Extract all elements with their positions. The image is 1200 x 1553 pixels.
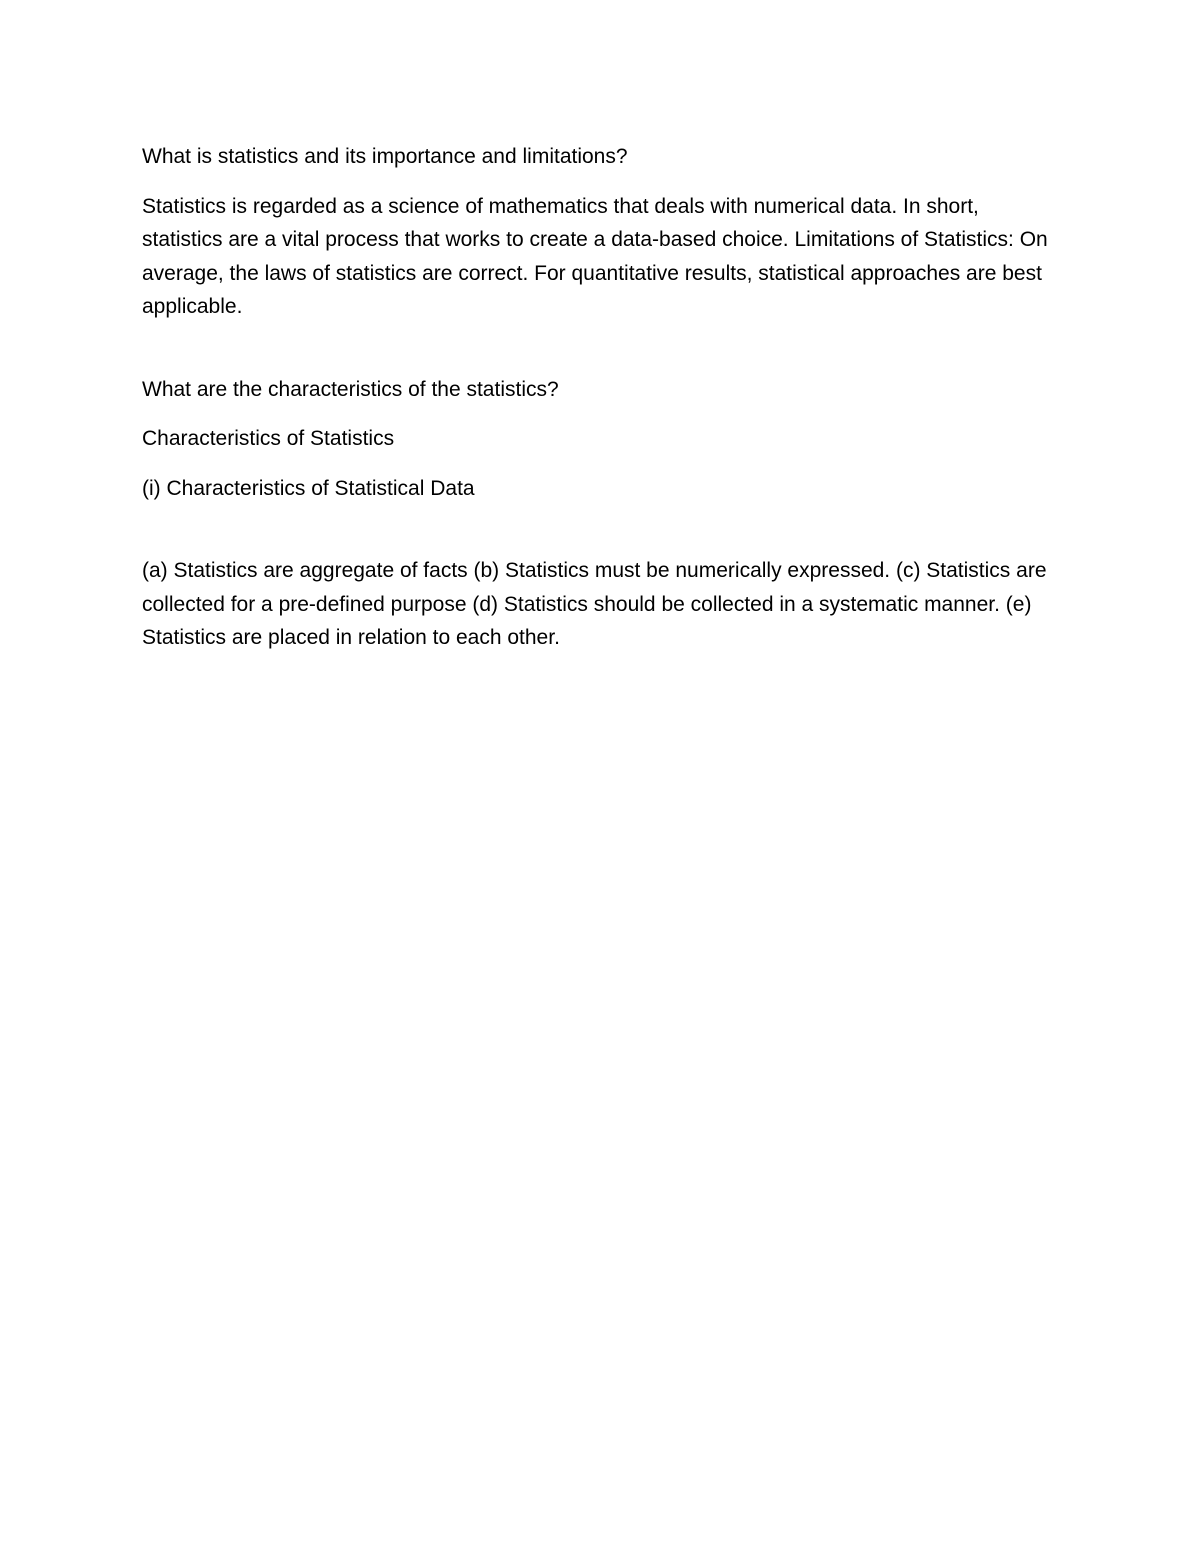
answer-statistics-definition: Statistics is regarded as a science of mathematics that deals with numerical data. In short, statistics are a vital process that works to create a data-based choice. Limitations of Statistics: On average, the laws of statistics are correct. For quantitative results, statistical approaches are best applicable.	[142, 194, 1048, 318]
blank-line	[142, 521, 1060, 554]
subheading-statistical-data: (i) Characteristics of Statistical Data	[142, 476, 475, 500]
question-characteristics: What are the characteristics of the statistics?	[142, 377, 559, 401]
question-statistics-importance: What is statistics and its importance and limitations?	[142, 145, 628, 168]
heading-characteristics: Characteristics of Statistics	[142, 427, 395, 450]
blank-line	[142, 340, 1060, 373]
characteristics-list-text: (a) Statistics are aggregate of facts (b) Statistics must be numerically expressed. (c) Statistics are collected for a pre-defined purpose (d) Statistics should be collected in a systematic manner. (e) Statistics are placed in relation to each other.	[142, 559, 1047, 649]
